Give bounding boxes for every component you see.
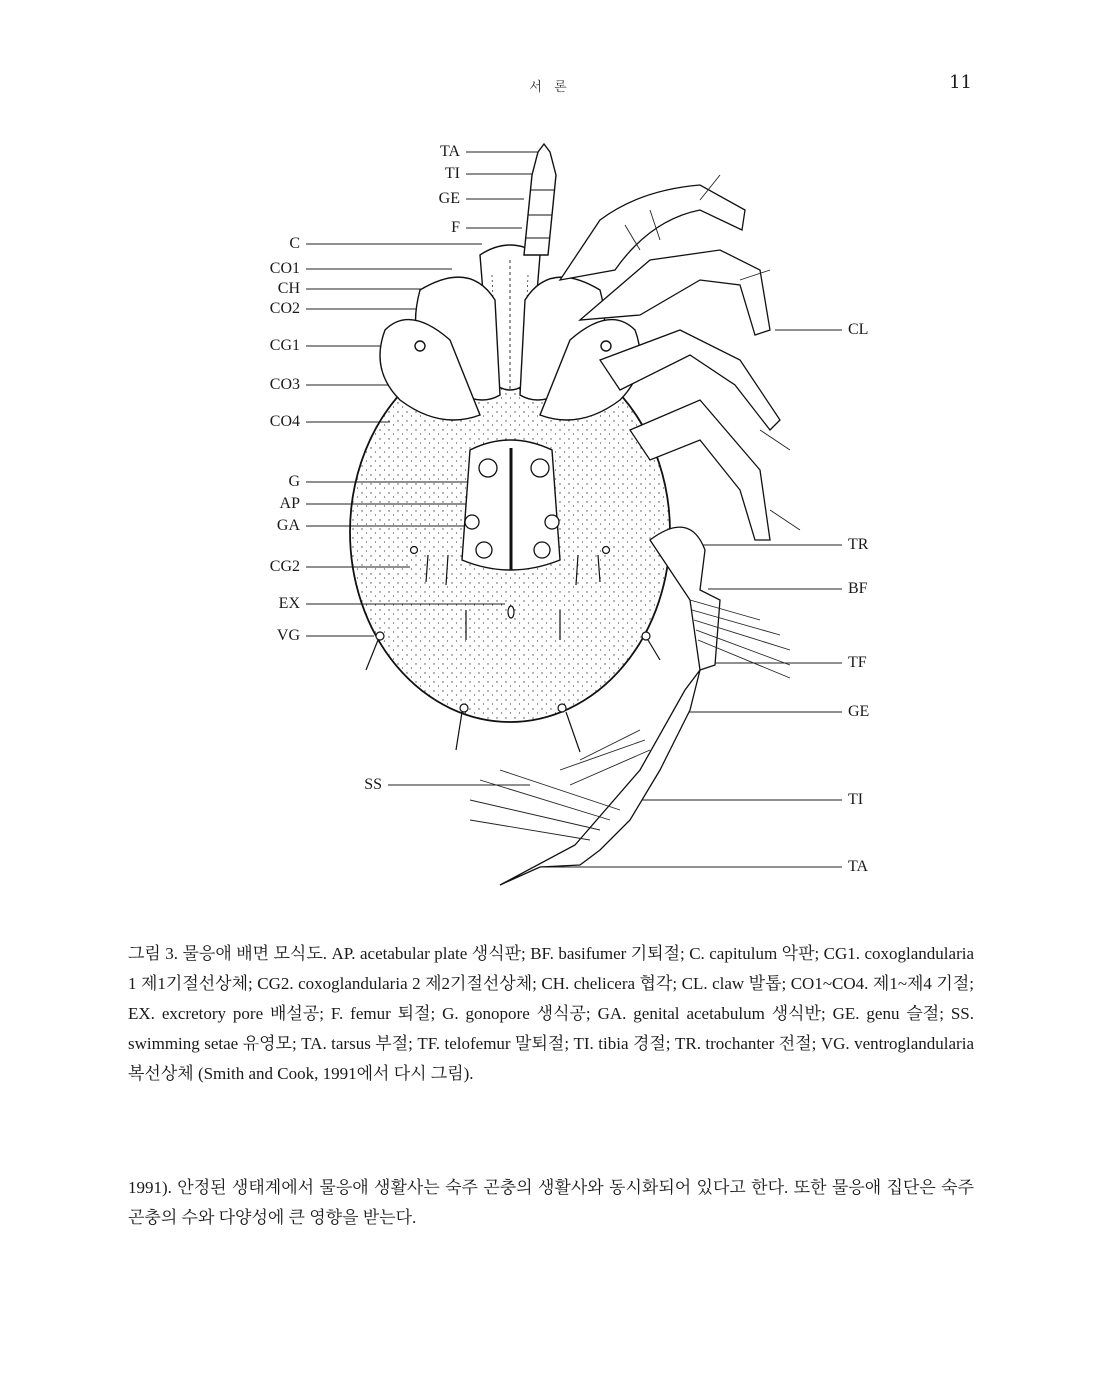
label-ge-right: GE	[848, 703, 870, 720]
body-paragraph: 1991). 안정된 생태계에서 물응애 생활사는 숙주 곤충의 생활사와 동시화되어 있다고 한다. 또한 물응애 집단은 숙주 곤충의 수와 다양성에 큰 영향을 받는다.	[128, 1178, 974, 1227]
label-ap: AP	[279, 495, 300, 512]
label-ge-left: GE	[438, 190, 460, 207]
label-g: G	[288, 473, 300, 490]
label-tf: TF	[848, 654, 867, 671]
label-ga: GA	[276, 517, 300, 534]
label-cl: CL	[848, 321, 869, 338]
label-ch: CH	[277, 280, 300, 297]
mite-drawing	[0, 130, 1100, 900]
label-co1: CO1	[269, 260, 300, 277]
label-f: F	[451, 219, 460, 236]
running-head: 서 론	[529, 80, 571, 95]
label-ta-right: TA	[848, 858, 869, 875]
label-co4: CO4	[269, 413, 300, 430]
label-vg: VG	[276, 627, 300, 644]
figure-caption: 그림 3. 물응애 배면 모식도. AP. acetabular plate 생식판; BF. basifumer 기퇴절; C. capitulum 악판; CG1. coxoglandularia 1 제1기절선상체; CG2. coxoglandularia 2 제2기절선상체; CH. chelicera 협각; CL. claw 발톱; CO1~CO4. 제1~제4 기절; EX. excretory pore 배설공; F. femur 퇴절; G. gonopore 생식공; GA. genital acetabulum 생식반; GE. genu 슬절; SS. swimming setae 유영모; TA. tarsus 부절; TF. telofemur 말퇴절; TI. tibia 경절; TR. trochanter 전절; VG. ventroglandularia 복선상체 (Smith and Cook, 1991에서 다시 그림).	[128, 944, 974, 1083]
label-ss: SS	[364, 776, 382, 793]
label-c: C	[289, 235, 300, 252]
label-ti-right: TI	[848, 791, 864, 808]
label-ex: EX	[278, 595, 300, 612]
mite-ventral-diagram	[0, 130, 1100, 900]
label-tr: TR	[848, 536, 869, 553]
label-ti-left: TI	[444, 165, 460, 182]
label-co3: CO3	[269, 376, 300, 393]
label-bf: BF	[848, 580, 868, 597]
label-ta-left: TA	[439, 143, 460, 160]
label-cg1: CG1	[269, 337, 300, 354]
label-cg2: CG2	[269, 558, 300, 575]
page-number: 11	[949, 72, 972, 93]
label-co2: CO2	[269, 300, 300, 317]
